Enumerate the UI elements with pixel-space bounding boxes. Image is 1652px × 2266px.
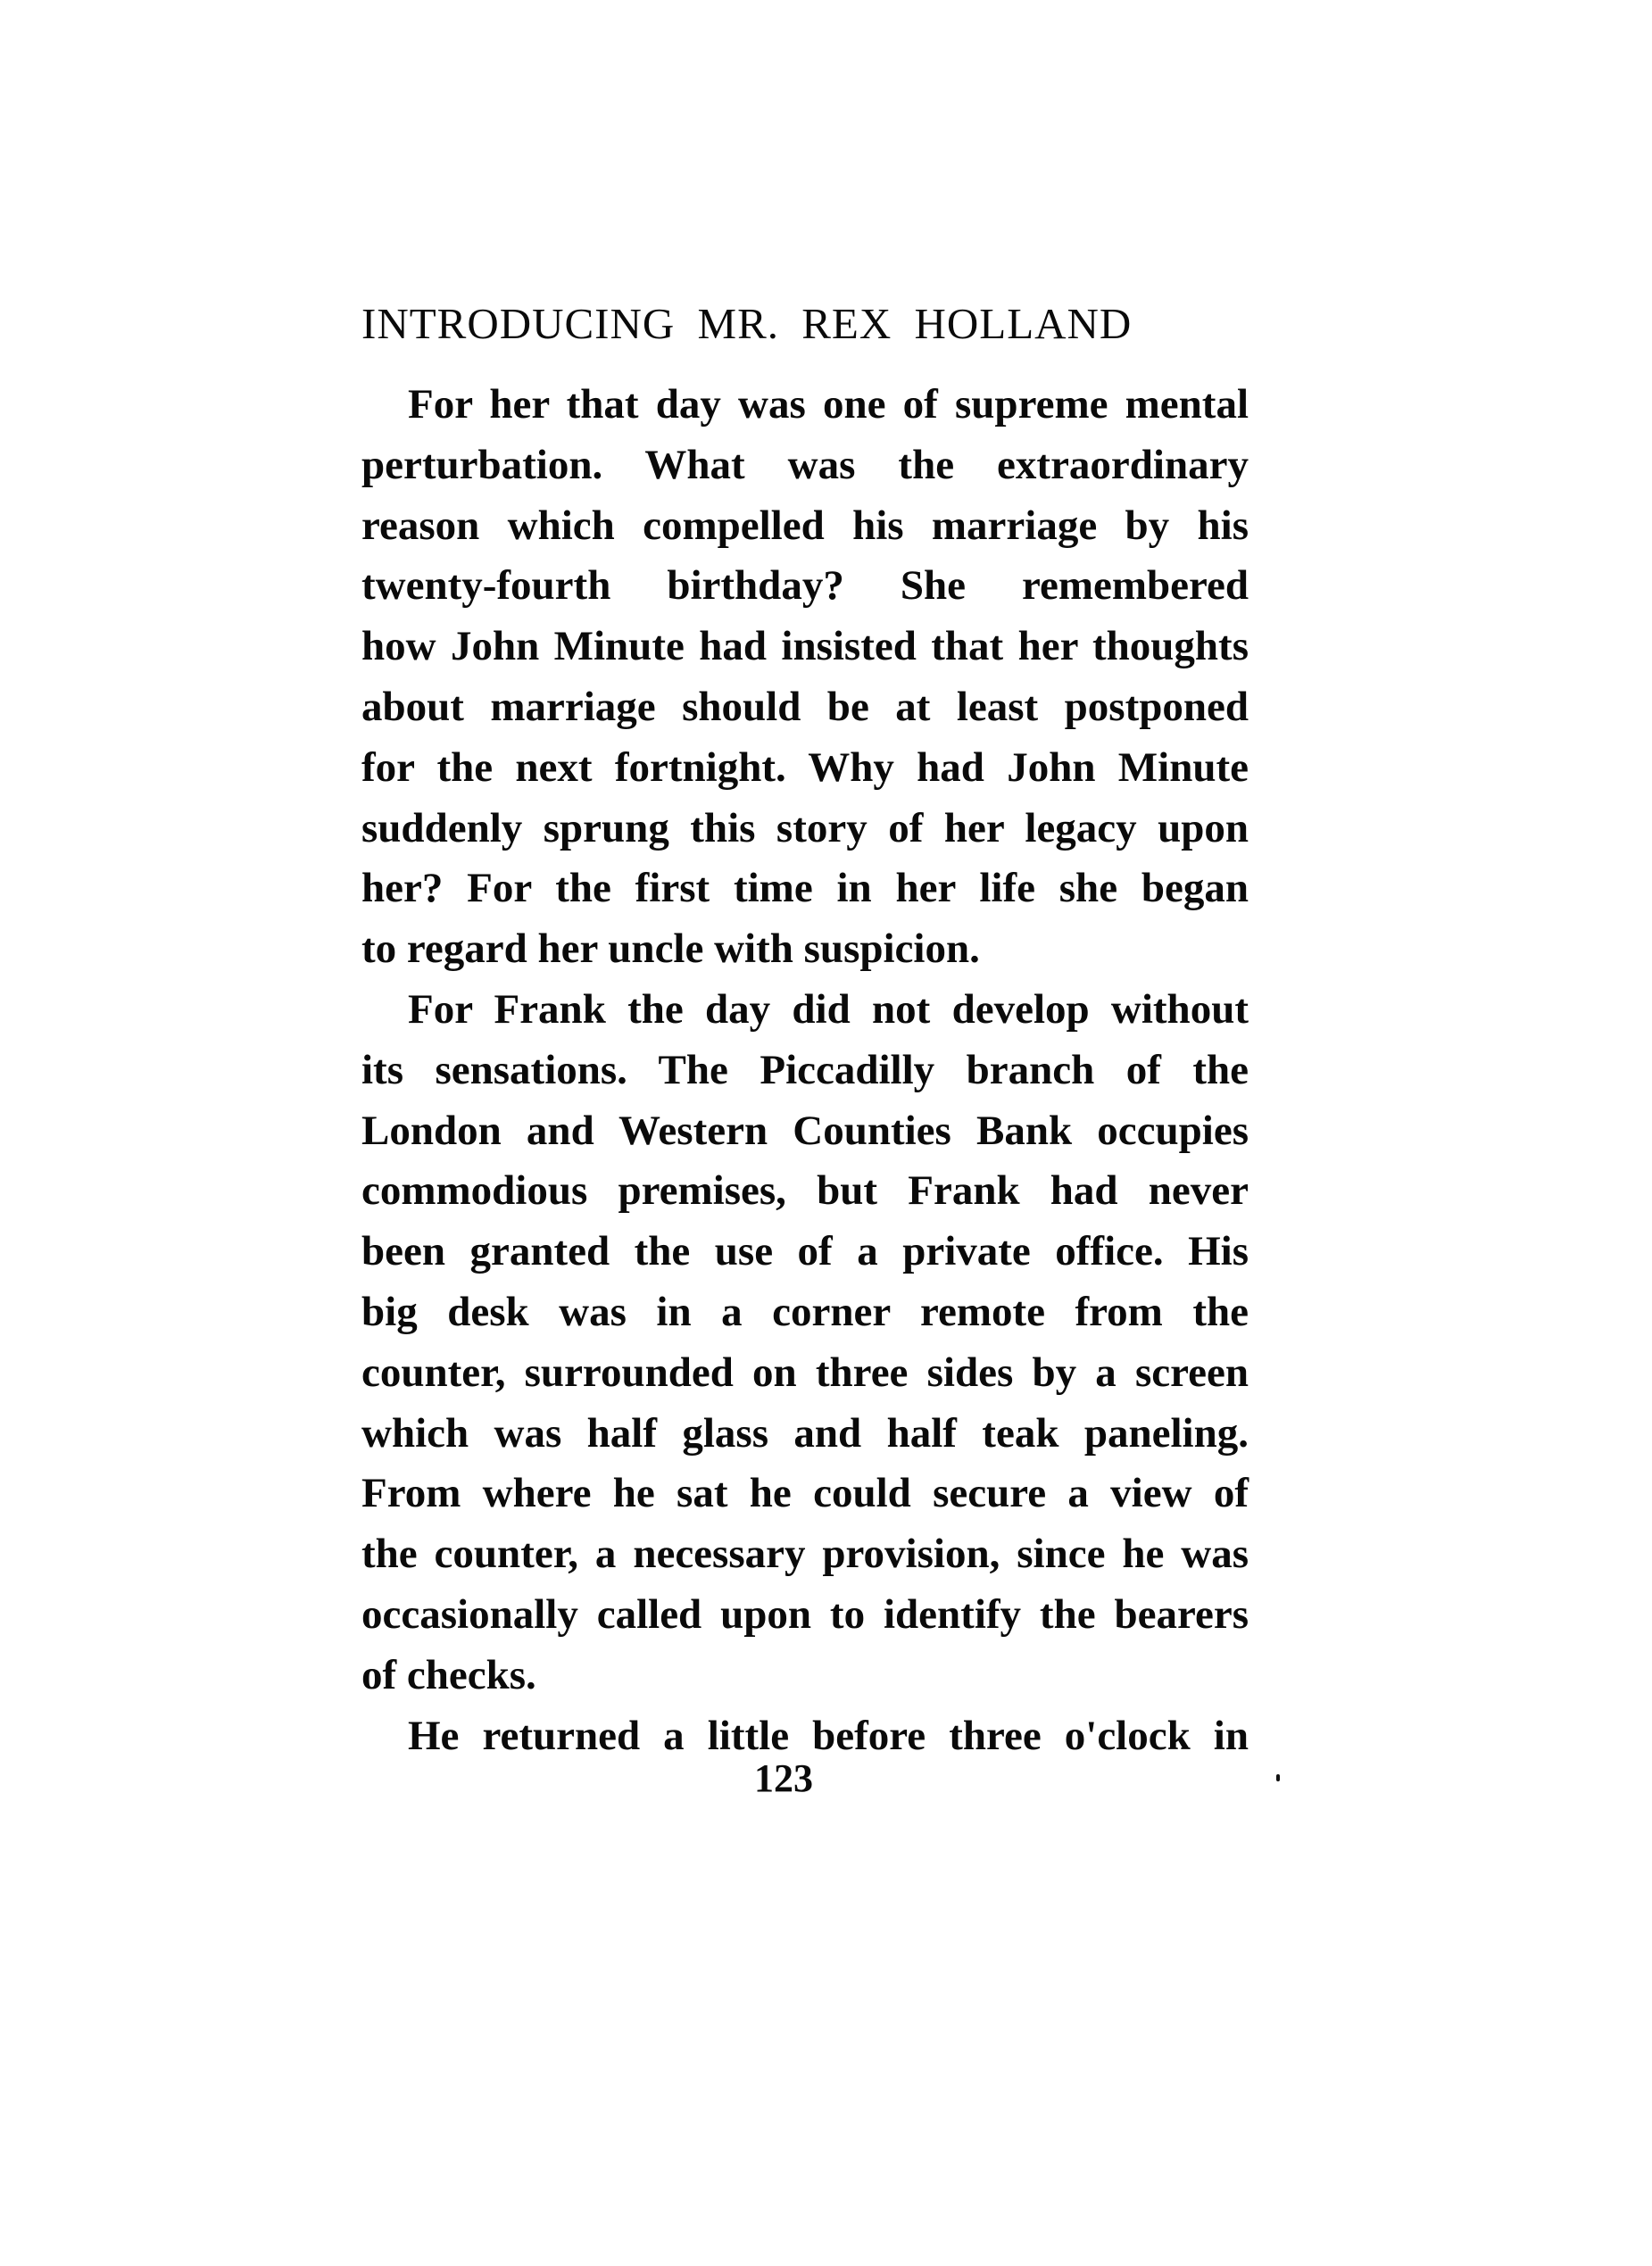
- scan-speck: [1276, 1774, 1280, 1781]
- text-line: suddenly sprung this story of her legacy upon: [361, 804, 1249, 851]
- running-head: INTRODUCING MR. REX HOLLAND: [361, 299, 1133, 348]
- text-line: its sensations. The Piccadilly branch of the: [361, 1046, 1249, 1093]
- text-line: about marriage should be at least postponed: [361, 683, 1249, 730]
- text-line: for the next fortnight. Why had John Minute: [361, 743, 1249, 791]
- text-line: to regard her uncle with suspicion.: [361, 925, 980, 973]
- text-line: occasionally called upon to identify the bearers: [361, 1590, 1249, 1638]
- body-text: [361, 375, 1249, 1766]
- text-line: For Frank the day did not develop without: [408, 985, 1249, 1033]
- text-line: perturbation. What was the extraordinary: [361, 441, 1249, 488]
- text-line: her? For the first time in her life she began: [361, 865, 1249, 912]
- paragraph-2: [361, 980, 1249, 1706]
- text-line: been granted the use of a private office. His: [361, 1228, 1249, 1275]
- text-line: how John Minute had insisted that her thoughts: [361, 623, 1249, 670]
- text-line: From where he sat he could secure a view of: [361, 1470, 1249, 1517]
- text-line: of checks.: [361, 1651, 536, 1698]
- text-line: commodious premises, but Frank had never: [361, 1167, 1249, 1215]
- text-line: He returned a little before three o'clock in: [408, 1712, 1249, 1759]
- text-line: big desk was in a corner remote from the: [361, 1288, 1249, 1335]
- text-line: counter, surrounded on three sides by a screen: [361, 1349, 1249, 1396]
- text-line: London and Western Counties Bank occupies: [361, 1107, 1249, 1154]
- text-line: twenty-fourth birthday? She remembered: [361, 562, 1249, 610]
- text-line: the counter, a necessary provision, since he was: [361, 1531, 1249, 1578]
- text-line: which was half glass and half teak paneling.: [361, 1409, 1249, 1457]
- text-line: For her that day was one of supreme mental: [408, 381, 1249, 427]
- page-number: 123: [754, 1756, 813, 1800]
- text-line: reason which compelled his marriage by his: [361, 502, 1249, 549]
- paragraph-1: [361, 375, 1249, 980]
